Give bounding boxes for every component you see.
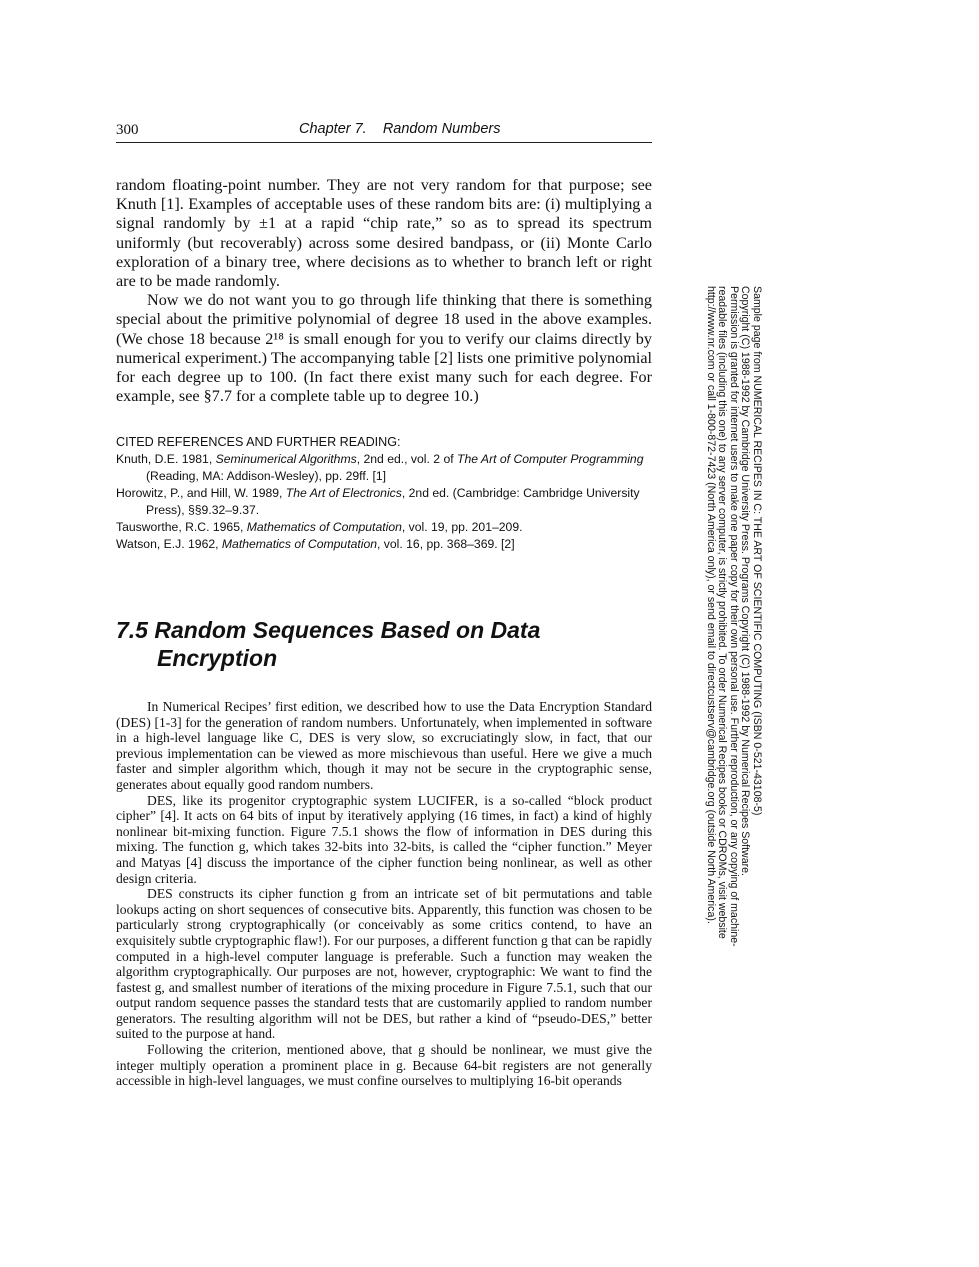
- section-heading-line2: Encryption: [157, 645, 278, 671]
- reference-item: Knuth, D.E. 1981, Seminumerical Algorithms, 2nd ed., vol. 2 of The Art of Computer Programming (Reading, MA: Addison-Wesley), pp. 29ff. [1]: [116, 452, 644, 483]
- paragraph-cipher-function: DES constructs its cipher function g from an intricate set of bit permutations and table lookups acting on short sequences of consecutive bits. Apparently, this function was chosen to be particularly strong cryptographically (or conceivably as some critics contend, to have an exquisitely subtle cryptographic flaw!). For our purposes, a different function g that can be rapidly computed in a high-level computer language is preferable. Such a function may weaken the algorithm cryptographically. Our purposes are not, however, cryptographic: We want to find the fastest g, and smallest number of iterations of the mixing procedure in Figure 7.5.1, such that our output random sequence passes the standard tests that are customarily applied to random number generators. The resulting algorithm will not be DES, but rather a kind of “pseudo-DES,” better suited to the purpose at hand.: [116, 886, 652, 1042]
- sidebar-line: http://www.nr.com or call 1-800-872-7423 (North America only), or send email to directcustserv@cambridge.org (outside North America).: [704, 286, 717, 924]
- section-heading-line1: 7.5 Random Sequences Based on Data: [116, 617, 541, 643]
- reference-item: Horowitz, P., and Hill, W. 1989, The Art of Electronics, 2nd ed. (Cambridge: Cambridge University Press), §§9.32–9.37.: [116, 486, 640, 517]
- paragraph-primitive-polynomial: Now we do not want you to go through life thinking that there is something special about the primitive polynomial of degree 18 used in the above examples. (We chose 18 because 2¹⁸ is small enough for you to verify our claims directly by numerical experiment.) The accompanying table [2] lists one primitive polynomial for each degree up to 100. (In fact there exist many such for each degree. For example, see §7.7 for a complete table up to degree 10.): [116, 291, 652, 406]
- chapter-title: Chapter 7. Random Numbers: [299, 121, 501, 137]
- page-number: 300: [116, 122, 139, 138]
- sidebar-line: Sample page from NUMERICAL RECIPES IN C: THE ART OF SCIENTIFIC COMPUTING (ISBN 0-521-43108-5): [751, 286, 763, 816]
- references-heading: CITED REFERENCES AND FURTHER READING:: [116, 435, 401, 449]
- paragraph-des-lucifer: DES, like its progenitor cryptographic system LUCIFER, is a so-called “block product cipher” [4]. It acts on 64 bits of input by iteratively applying (16 times, in fact) a kind of highly nonlinear bit-mixing function. Figure 7.5.1 shows the flow of information in DES during this mixing. The function g, which takes 32-bits into 32-bits, is called the “cipher function.” Meyer and Matyas [4] discuss the importance of the cipher function being nonlinear, as well as other design criteria.: [116, 792, 652, 886]
- section-text-block: [116, 699, 652, 1089]
- reference-item: Tausworthe, R.C. 1965, Mathematics of Computation, vol. 19, pp. 201–209.: [116, 520, 523, 534]
- intro-text-block: [116, 176, 652, 406]
- section-heading: [116, 616, 652, 672]
- paragraph-des-intro: In Numerical Recipes’ first edition, we described how to use the Data Encryption Standard (DES) [1-3] for the generation of random numbers. Unfortunately, when implemented in software in a high-level language like C, DES is very slow, so excruciatingly slow, in fact, that our previous implementation can be viewed as more mischievous than useful. Here we give a much faster and simpler algorithm which, though it may not be secure in the cryptographic sense, generates about equally good random numbers.: [116, 699, 652, 792]
- references-block: [116, 434, 652, 553]
- sidebar-line: Copyright (C) 1988-1992 by Cambridge University Press. Programs Copyright (C) 1988-1992 by Numerical Recipes Software.: [739, 286, 752, 876]
- reference-item: Watson, E.J. 1962, Mathematics of Computation, vol. 16, pp. 368–369. [2]: [116, 537, 515, 551]
- sidebar-line: readable files (including this one) to any server computer, is strictly prohibited. To order Numerical Recipes books or CDROMs, visit website: [716, 286, 729, 939]
- copyright-sidebar: [692, 286, 762, 966]
- paragraph-intro: random floating-point number. They are not very random for that purpose; see Knuth [1]. Examples of acceptable uses of these random bits are: (i) multiplying a signal randomly by ±1 at a rapid “chip rate,” so as to spread its spectrum uniformly (but recoverably) across some desired bandpass, or (ii) Monte Carlo exploration of a binary tree, where decisions as to whether to branch left or right are to be made randomly.: [116, 176, 652, 291]
- running-header: [116, 120, 652, 143]
- sidebar-line: Permission is granted for internet users to make one paper copy for their own personal use. Further reproduction, or any copying of machine-: [727, 286, 740, 947]
- paragraph-nonlinear-criterion: Following the criterion, mentioned above, that g should be nonlinear, we must give the integer multiply operation a prominent place in g. Because 64-bit registers are not generally accessible in high-level languages, we must confine ourselves to multiplying 16-bit operands: [116, 1042, 652, 1089]
